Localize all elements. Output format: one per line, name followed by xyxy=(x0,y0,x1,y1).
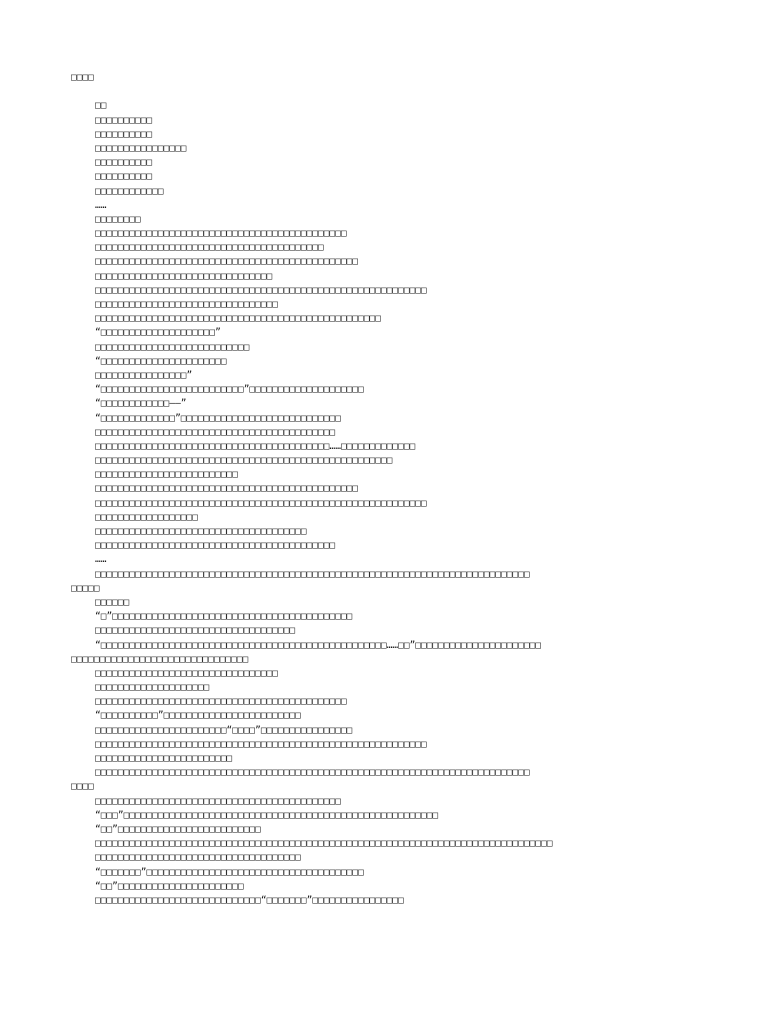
text-line: “□”□□□□□□□□□□□□□□□□□□□□□□□□□□□□□□□□□□□□□□□□□□ xyxy=(95,611,353,623)
text-line: □□□□□□□□□□□□□□□□□□□□□□□□□□□□□□□□□□□ xyxy=(95,625,296,637)
text-line: □□□□□□□□□□□□□□□□□□□□□□□□□□□□□□□□□□□□□□□□□□□□□□□□□□□□□□□□□□ xyxy=(95,284,427,296)
text-line: □□□□□□□□□□□□□□□□□□□□□□□□□□□□□□□□□□□□□□□□□□□□□□ xyxy=(95,256,359,268)
text-line: □□□□□□□□□□□□□□□□□□□□□□□□□□□□□□□□□□□□□□□□□□ xyxy=(95,426,336,438)
text-line: “□□□□□□□□□□□□□□□□□□□□□□□□□□□□□□□□□□□□□□□□□□□□□□□□□□……□□”□□□□□□□□□□□□□□□□□□□□□□ xyxy=(95,639,542,651)
text-line: □□□□□□□□□□□□□□□□□□□□□□□□□□□□□□□□□□□□□□□□□……□□□□□□□□□□□□□ xyxy=(95,440,416,452)
text-line: □□□□□□□□□□□□□□□□□□□□□□□□□□□□□□□□□□□□□□□□□□□□□□□□□□ xyxy=(95,313,381,325)
text-line: □□□□□□□□□□□□□□□□□□□□□□□□□□□□□□□□□□□□□□□□□□□□□□□□□□□□□□□□□□□□□□□□□□□□□□□□□□□□ xyxy=(95,767,530,779)
text-line: “□□□□□□□□□□”□□□□□□□□□□□□□□□□□□□□□□□□ xyxy=(95,710,301,722)
text-line: □□□□□□□□□□□□□□□□□□□□□□□□□□□□□□□□□□□□□□□□□□□□ xyxy=(95,696,347,708)
text-line: □□□□□□□□□□□□□□□□□□□□□□□□□□□□□□□□ xyxy=(95,667,279,679)
text-line: □□□□□□□□□□□□□□□□□□□□□□□□□□□□□□□□□□□□□ xyxy=(95,526,307,537)
text-line: □□□□□□□□□□□□□□□□□□□□ xyxy=(95,682,210,694)
blank-line xyxy=(0,85,768,99)
text-line: “□□□□□□□□□□□□□”□□□□□□□□□□□□□□□□□□□□□□□□□□□□ xyxy=(95,412,341,424)
text-line: …… xyxy=(95,554,107,566)
text-line: □□□□□□□□□□□□□□□□ xyxy=(95,142,187,154)
text-line: □□□□□□□□□□□□□□□□□□□□□□□□□□□ xyxy=(95,341,250,353)
text-line: □□□□□□□□□□ xyxy=(95,157,153,169)
text-line: □□□□□□□□□□□□□□□□” xyxy=(95,369,193,381)
text-line: □□□□□□□□□□□□□□□□□□□□□□□□□□□□□“□□□□□□□”□□□□□□□□□□□□□□□□ xyxy=(95,894,404,906)
text-line: □□□□□□□□□□□□□□□□□□□□□□□□□□□□□□□□□□□□□□□□□□□□□□□□□□□□□□□□□□□□□□□□□□□□□□□□□□□□ xyxy=(95,568,530,580)
document-body xyxy=(0,99,768,908)
text-line: □□□□□□□□□□□□□□□□□□□□□□□□□□□□□□□□□□□□□□□□□□□□□□□□□□□□□□□□□□ xyxy=(95,738,427,750)
page-title: □□□□ xyxy=(71,72,94,83)
text-line: “□□□□□□□□□□□□□□□□□□□□” xyxy=(95,327,221,339)
text-line: □□□□□□□□□□□□□□□□□□□□□□□□□□□□□□□□ xyxy=(95,299,279,310)
text-line: □□□□□□□□□□ xyxy=(95,128,153,140)
text-line: □□□□ xyxy=(71,781,94,793)
text-line: …… xyxy=(95,199,107,211)
text-line: □□□□□□□□□□□□□□□□□□□□□□□□□□□□□□□ xyxy=(71,653,249,665)
text-line: □□□□□□□□□□□□□□□□□□□□□□□□□□□□□□□□□□□□ xyxy=(95,852,301,864)
text-line: □□□□□□□□□□□□ xyxy=(95,185,164,197)
text-line: “□□□□□□□□□□□□□□□□□□□□□□□□□”□□□□□□□□□□□□□□□□□□□□ xyxy=(95,384,364,396)
text-line: □□□□□□□□□□□□□□□□□□□□□□□□□ xyxy=(95,469,238,481)
text-line: □□□□□□□□□□□□□□□□□□□□□□□□□□□□□□□□□□□□□□□□□□□□□□□□□□□□□□□□□□ xyxy=(95,497,427,509)
text-line: □□□□□□□□ xyxy=(95,213,141,225)
text-line: □□□□□□ xyxy=(95,596,130,608)
text-line: □□□□□□□□□□ xyxy=(95,171,153,183)
text-line: □□□□□ xyxy=(71,582,100,594)
text-line: □□□□□□□□□□□□□□□□□□□□□□□□□□□□□□□□□□□□□□□□□□□□□□ xyxy=(95,483,359,495)
text-line: □□□□□□□□□□ xyxy=(95,114,153,126)
text-line: □□□□□□□□□□□□□□□□□□ xyxy=(95,511,198,523)
text-line: □□□□□□□□□□□□□□□□□□□□□□□“□□□□”□□□□□□□□□□□□□□□□ xyxy=(95,724,353,736)
text-line: □□□□□□□□□□□□□□□□□□□□□□□□□□□□□□□□□□□□□□□□ xyxy=(95,242,324,254)
text-line: □□□□□□□□□□□□□□□□□□□□□□□□□□□□□□□ xyxy=(95,270,273,282)
text-line: □□□□□□□□□□□□□□□□□□□□□□□□□□□□□□□□□□□□□□□□□□□□□□□□□□□□ xyxy=(95,455,393,467)
text-line: “□□□□□□□□□□□□——” xyxy=(95,398,187,410)
text-line: □□□□□□□□□□□□□□□□□□□□□□□□ xyxy=(95,753,233,764)
text-line: “□□□□□□□”□□□□□□□□□□□□□□□□□□□□□□□□□□□□□□□□□□□□□□ xyxy=(95,866,364,878)
text-line: □□□□□□□□□□□□□□□□□□□□□□□□□□□□□□□□□□□□□□□□□□ xyxy=(95,540,336,552)
text-line: □□□□□□□□□□□□□□□□□□□□□□□□□□□□□□□□□□□□□□□□□□□□ xyxy=(95,228,347,240)
text-line: “□□”□□□□□□□□□□□□□□□□□□□□□□□□□ xyxy=(95,823,261,835)
text-line: “□□”□□□□□□□□□□□□□□□□□□□□□□ xyxy=(95,880,244,892)
text-line: “□□□”□□□□□□□□□□□□□□□□□□□□□□□□□□□□□□□□□□□□□□□□□□□□□□□□□□□□□□□ xyxy=(95,809,439,821)
text-line: □□□□□□□□□□□□□□□□□□□□□□□□□□□□□□□□□□□□□□□□□□□ xyxy=(95,795,341,807)
text-line: □□ xyxy=(95,100,107,112)
text-line: “□□□□□□□□□□□□□□□□□□□□□□ xyxy=(95,355,227,367)
text-line: □□□□□□□□□□□□□□□□□□□□□□□□□□□□□□□□□□□□□□□□□□□□□□□□□□□□□□□□□□□□□□□□□□□□□□□□□□□□□□□□ xyxy=(95,838,553,850)
